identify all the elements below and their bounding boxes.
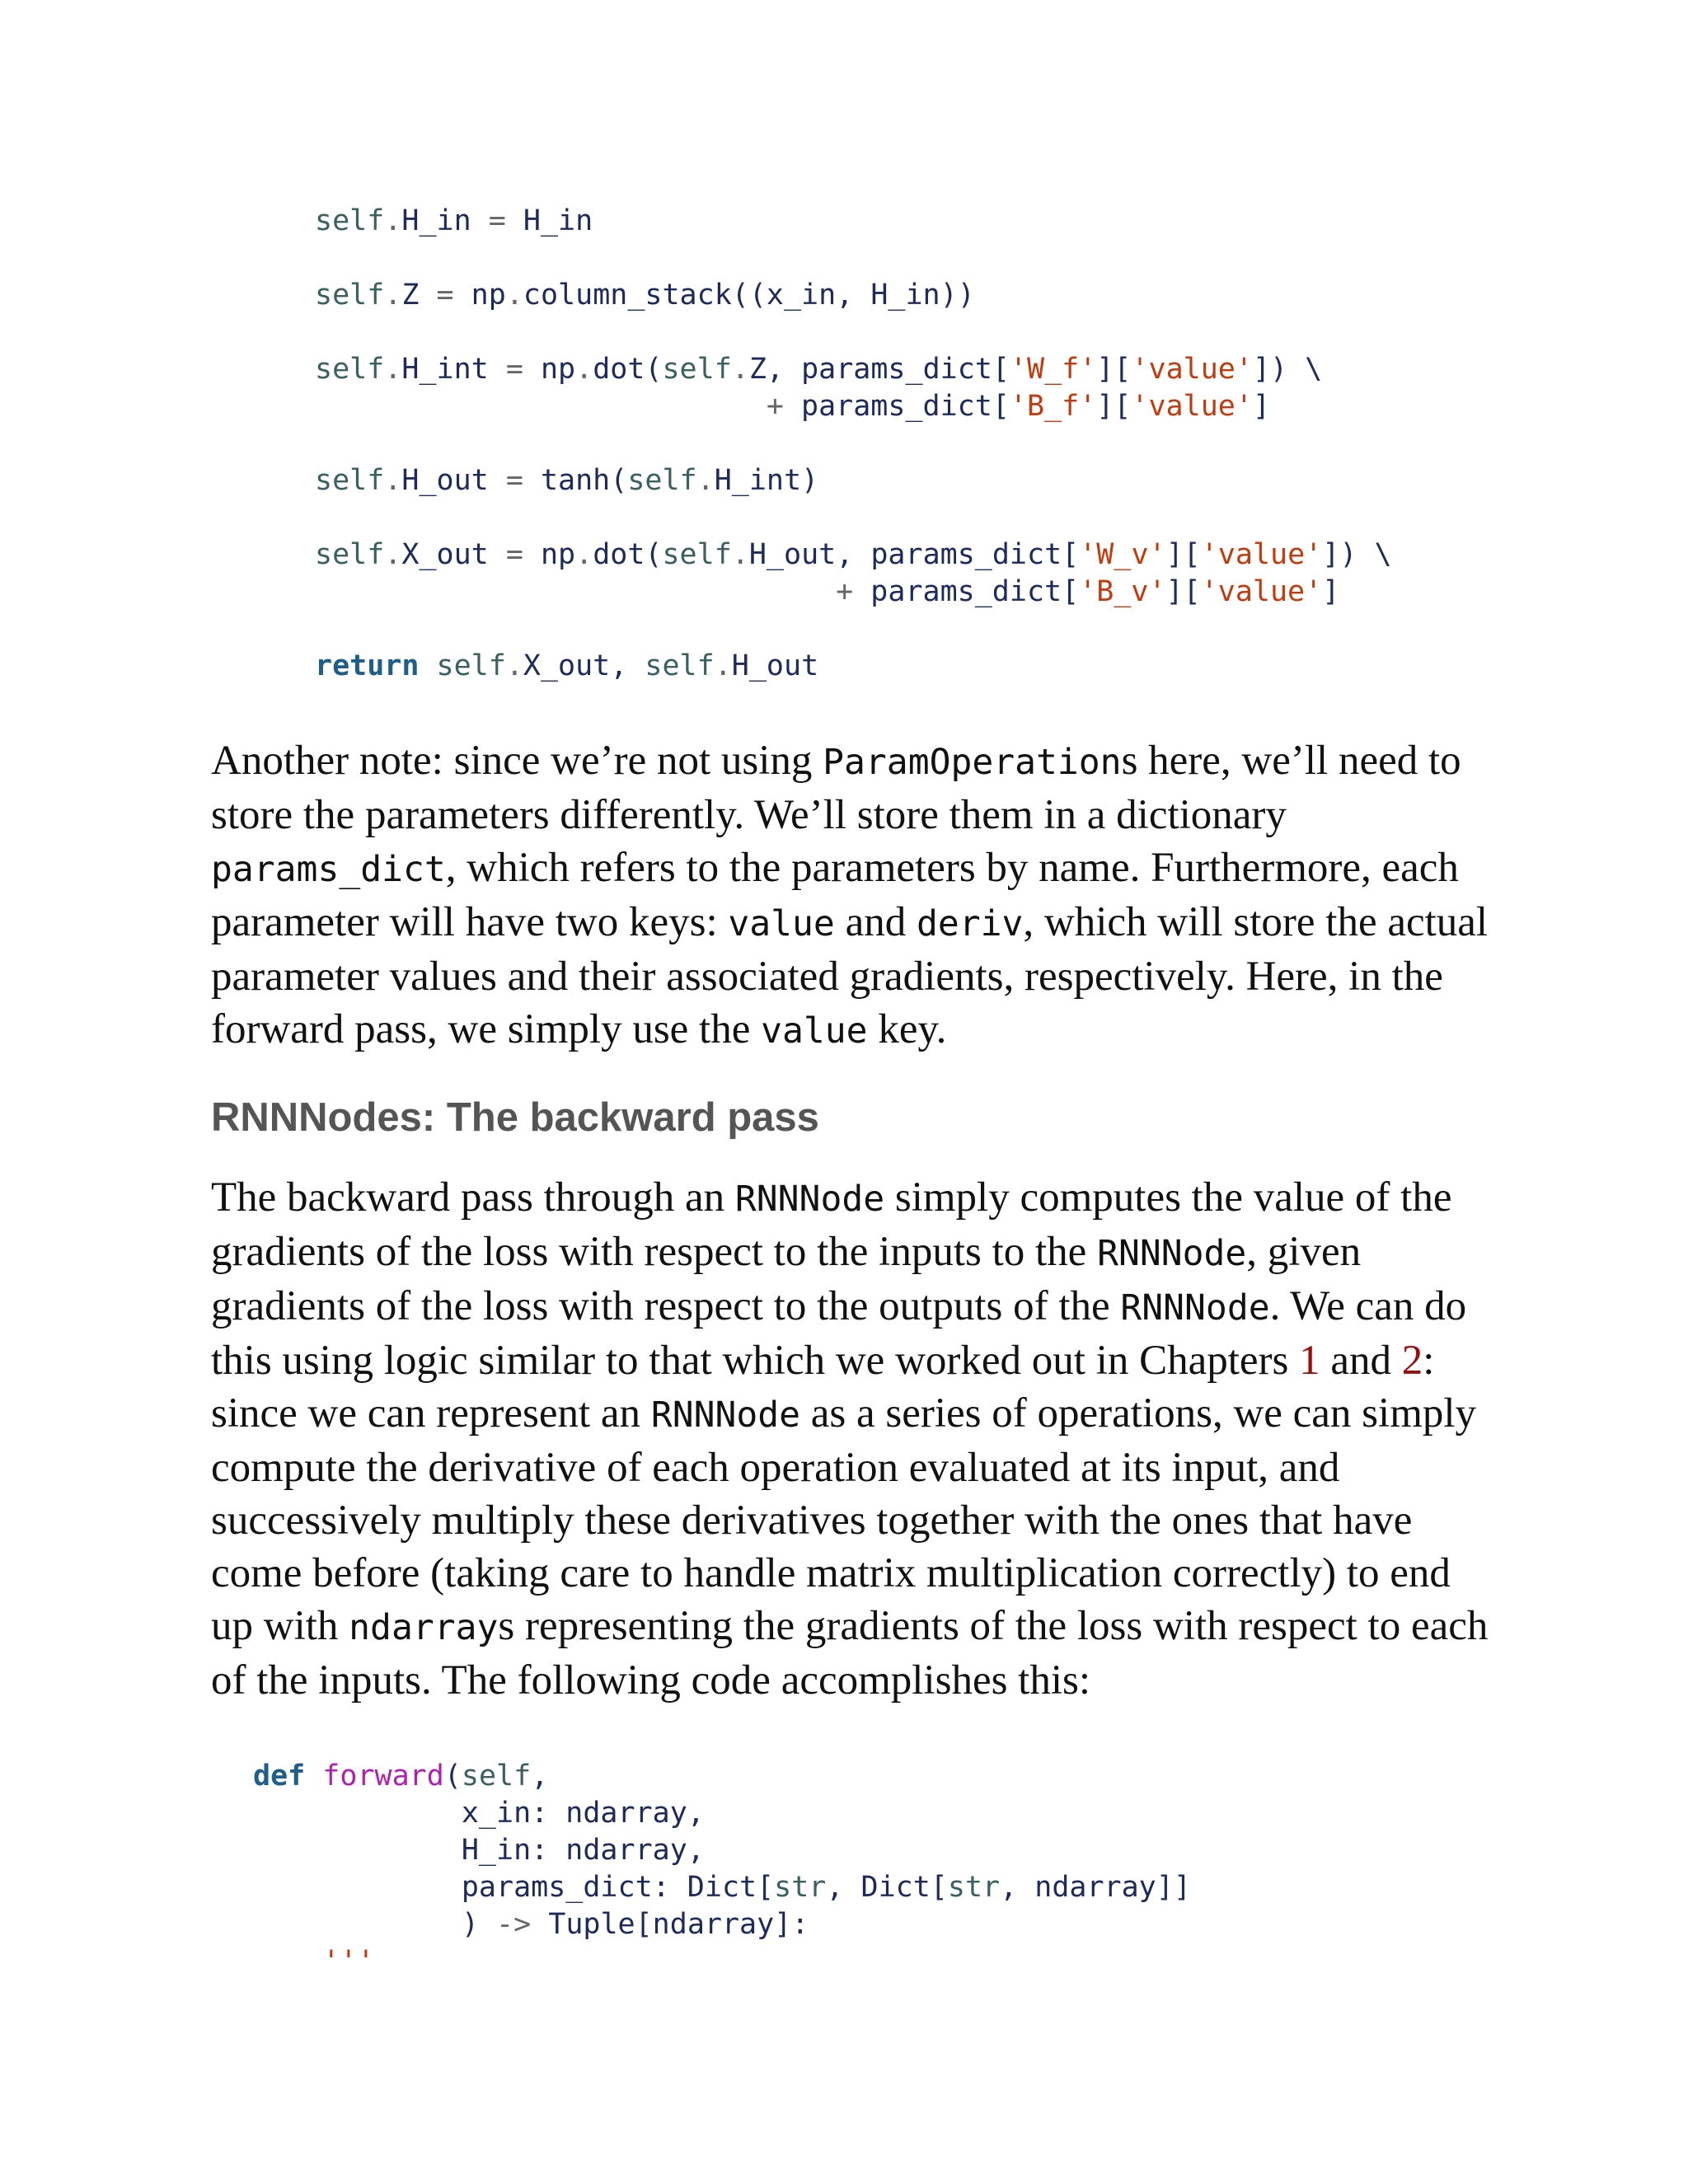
code-token: . [384,353,402,386]
code-token: return [315,649,420,682]
code-block-forward-body [315,203,1392,685]
code-token: dot( [593,538,663,571]
code-token: H_out [731,649,819,682]
inline-code: value [728,903,835,944]
code-token: np [523,353,576,386]
chapter-link[interactable]: 1 [1299,1338,1320,1384]
code-token: . [714,649,732,682]
code-token: ) [253,1908,497,1941]
code-token: ( [443,1760,462,1793]
code-token: self [662,538,732,571]
inline-code: value [761,1010,868,1052]
code-line [253,1795,1191,1832]
inline-code: params_dict [211,849,446,890]
code-token: . [696,464,715,497]
code-token: + [836,575,854,608]
code-token: H_in: ndarray, [253,1834,705,1867]
code-token: H_in [505,204,593,237]
code-token: x_in: ndarray, [253,1797,705,1830]
code-token: self [315,538,385,571]
code-line [315,240,1392,277]
code-token: 'value' [1131,353,1253,386]
code-token: str [947,1871,1001,1904]
chapter-link[interactable]: 2 [1401,1338,1423,1384]
code-token: H_int [401,353,506,386]
code-token: . [384,204,402,237]
code-line [315,574,1392,611]
code-line [253,1869,1191,1906]
code-token: Tuple[ndarray]: [531,1908,809,1941]
code-token: self [315,353,385,386]
text-run: , which will store the actual parameter values and their associated gradients, respectively. Here, in the forward pass, we simply use the [211,899,1489,1052]
code-token: = [505,353,523,386]
code-line [315,499,1392,537]
code-token: ][ [1096,353,1132,386]
code-line [315,425,1392,462]
code-token: = [505,464,523,497]
code-token: params_dict[ [783,390,1010,423]
code-token: self [662,353,732,386]
code-line [315,351,1392,388]
inline-code: ParamOperation [823,742,1122,783]
code-line [315,648,1392,685]
code-token: def [253,1760,306,1793]
text-run: The backward pass through an [211,1174,735,1221]
code-token: 'value' [1200,538,1323,571]
section-heading: RNNNodes: The backward pass [211,1095,819,1140]
code-token: forward [322,1760,444,1793]
inline-code: deriv [916,903,1024,944]
text-run: . We can do this using logic similar to that which we worked out in Chapters [211,1283,1467,1384]
code-token [315,575,836,608]
code-token: self [436,649,506,682]
code-token: np [523,538,576,571]
code-line [253,1943,1191,1980]
code-token: self [315,279,385,312]
code-token: dot( [593,353,663,386]
code-token: ] [1322,575,1340,608]
text-run: simply computes the value of the gradients of the loss with respect to the inputs to the [211,1174,1452,1275]
code-token: H_int) [714,464,819,497]
inline-code: RNNNode [1120,1287,1270,1329]
code-token: ][ [1165,575,1201,608]
code-token: + [766,390,784,423]
code-token: self [461,1760,532,1793]
code-line [315,462,1392,499]
code-token: X_out, [523,649,645,682]
code-line [315,314,1392,351]
text-run: s here, we’ll need to store the parameters differently. We’ll store them in a dictionary [211,738,1461,838]
text-run: as a series of operations, we can simply compute the derivative of each operation evaluated at its input, and successively multiply these derivatives together with the ones that have come before (taking care to handle matrix multiplication correctly) to end up with [211,1390,1477,1649]
code-token: str [774,1871,827,1904]
code-token: self [627,464,697,497]
code-line [315,611,1392,648]
code-token: X_out [401,538,506,571]
code-token: . [384,464,402,497]
paragraph-params-dict-note [211,734,1497,1057]
code-line [315,388,1392,425]
code-token: Z, params_dict[ [748,353,1010,386]
text-run: , which refers to the parameters by name. Furthermore, each parameter will have two keys: [211,845,1459,945]
code-token: ]) \ [1252,353,1323,386]
text-run: s representing the gradients of the loss with respect to each of the inputs. The following code accomplishes this: [211,1603,1489,1704]
text-run: and [834,899,917,945]
code-token: . [575,538,593,571]
code-token: ][ [1165,538,1201,571]
text-run: Another note: since we’re not using [211,738,823,784]
code-token: 'W_f' [1009,353,1097,386]
code-token: Z [401,279,437,312]
code-token: . [384,279,402,312]
code-token: 'B_v' [1079,575,1166,608]
code-token: self [315,464,385,497]
code-token: tanh( [523,464,628,497]
code-token: 'value' [1131,390,1253,423]
code-token: . [731,353,749,386]
code-token: = [505,538,523,571]
code-token: -> [496,1908,532,1941]
code-token [419,649,436,682]
code-token: params_dict[ [853,575,1080,608]
code-line [315,277,1392,314]
code-block-forward-signature [253,1758,1191,1980]
code-token: params_dict: Dict[ [253,1871,775,1904]
inline-code: RNNNode [734,1179,885,1220]
paragraph-backward-pass [211,1171,1497,1707]
code-token: = [488,204,506,237]
code-token: . [575,353,593,386]
code-token: 'value' [1200,575,1323,608]
code-token: H_out [401,464,506,497]
code-token: H_in [401,204,489,237]
code-token: ] [1252,390,1270,423]
inline-code: RNNNode [1097,1233,1247,1274]
code-token: self [645,649,715,682]
code-token: self [315,204,385,237]
code-token: np [453,279,506,312]
code-token: . [505,649,523,682]
code-token: ''' [253,1945,375,1978]
text-run: : since we can represent an [211,1338,1435,1436]
code-token: . [384,538,402,571]
code-token: 'W_v' [1079,538,1166,571]
code-token: 'B_f' [1009,390,1097,423]
code-token: = [436,279,454,312]
code-token: . [505,279,523,312]
code-line [315,203,1392,240]
code-token: column_stack((x_in, H_in)) [523,279,975,312]
code-line [253,1758,1191,1795]
code-line [315,537,1392,574]
code-token: ][ [1096,390,1132,423]
code-line [253,1832,1191,1869]
code-token: . [731,538,749,571]
inline-code: ndarray [349,1607,499,1648]
code-token [315,390,767,423]
code-token: , ndarray]] [1000,1871,1191,1904]
code-token: H_out, params_dict[ [748,538,1080,571]
code-line [253,1906,1191,1943]
code-token: ]) \ [1322,538,1392,571]
text-run: key. [867,1006,947,1052]
code-token: , Dict[ [826,1871,948,1904]
code-token: , [531,1760,549,1793]
code-token [305,1760,322,1793]
text-run: and [1320,1338,1402,1384]
inline-code: RNNNode [650,1394,801,1436]
text-run: , given gradients of the loss with respect to the outputs of the [211,1229,1362,1329]
